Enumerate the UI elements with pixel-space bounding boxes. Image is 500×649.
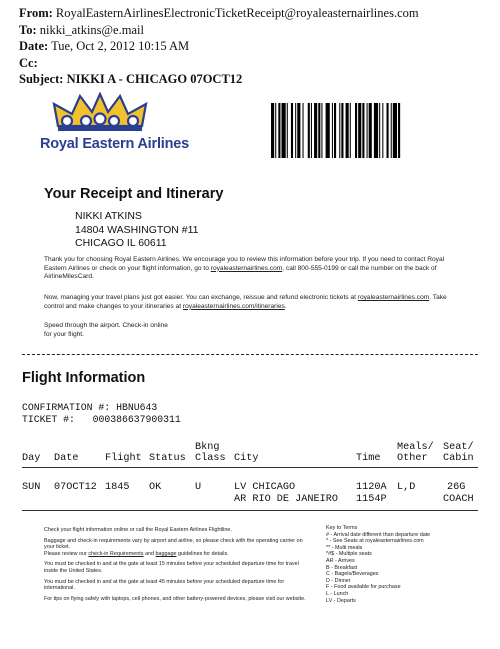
key-line: D - Dinner (326, 577, 351, 584)
from-row (19, 5, 419, 22)
key-line: * - See Seats at royaleasternairlines.com (326, 538, 424, 545)
from-label: From: (19, 6, 53, 20)
cell-class: U (195, 482, 202, 493)
cell-flight: 1845 (105, 482, 130, 493)
crown-icon (50, 92, 150, 132)
note-domestic: You must be checked in and at the gate at least 15 minutes before your scheduled departure time for travel inside the United States. (44, 561, 299, 574)
cell-day: SUN (22, 482, 41, 493)
note-baggage: Baggage and check-in requirements vary by airport and airline, so please check with the operating carrier on your ticket. Please review our check-in Requirements and baggage guidelines for details. (44, 537, 303, 557)
key-line: AR - Arrives (326, 557, 355, 564)
address-line: 14804 WASHINGTON #11 (75, 223, 199, 236)
receipt-title: Your Receipt and Itinerary (44, 186, 224, 202)
header-meals: Meals/ (397, 442, 434, 453)
cell-city-depart: LV CHICAGO (234, 482, 296, 493)
flight-info-title: Flight Information (22, 370, 146, 386)
header-flight: Flight (105, 453, 142, 464)
key-line: LV - Departs (326, 597, 356, 604)
address-line: CHICAGO IL 60611 (75, 237, 167, 249)
from-value[interactable]: RoyalEasternAirlinesElectronicTicketReceipt@royaleasternairlines.com (55, 6, 419, 20)
cell-time-depart: 1120A (356, 482, 387, 493)
cc-label: Cc: (19, 55, 38, 70)
manage-paragraph: Now, managing your travel plans just got easier. You can exchange, reissue and refund electronic tickets at royaleasternairlines.com. Take control and make changes to your itineraries at royaleasternairlines.com/itineraries. (44, 294, 447, 310)
email-header (19, 5, 419, 88)
airline-name: Royal Eastern Airlines (40, 136, 189, 152)
header-other: Other (397, 453, 428, 464)
header-cabin: Cabin (443, 453, 474, 464)
date-row (19, 38, 419, 55)
key-line: *#$ - Multiple seats (326, 551, 372, 558)
confirmation-number: CONFIRMATION #: HBNU643 (22, 402, 158, 413)
airline-logo (40, 92, 190, 162)
checkin-paragraph: Speed through the airport. Check-in online for your flight. (44, 322, 168, 338)
header-seat: Seat/ (443, 442, 474, 453)
key-line: ** - Multi meals (326, 544, 363, 551)
header-bkng: Bkng (195, 442, 220, 453)
cell-status: OK (149, 482, 162, 493)
key-line: L - Lunch (326, 590, 349, 597)
table-rule (22, 467, 478, 468)
table-rule (22, 510, 478, 511)
note-devices: For tips on flying safely with laptops, cell phones, and other battery-powered devices, please visit our website. (44, 595, 306, 602)
date-label: Date: (19, 39, 49, 53)
cell-city-arrive: AR RIO DE JANEIRO (234, 494, 338, 505)
address-line: NIKKI ATKINS (75, 210, 142, 222)
website-link[interactable]: royaleasternairlines.com (210, 264, 283, 272)
header-class: Class (195, 453, 226, 464)
key-line: F - Food available for purchase (326, 584, 401, 591)
key-line: # - Arrival date different than departure date (326, 531, 431, 538)
note-flightline: Check your flight information online or call the Royal Eastern Airlines Flightline. (44, 527, 232, 533)
note-international: You must be checked in and at the gate at least 45 minutes before your scheduled departure time for international. (44, 578, 285, 592)
thank-you-paragraph: Thank you for choosing Royal Eastern Airlines. We encourage you to review this information before your trip. If you need to contact Royal Eastern Airlines or check on your flight information, go to royaleasternairlines.com, call 800-555-0199 or call the number on the back of AirlineMilesCard. (44, 256, 445, 281)
barcode (271, 103, 471, 158)
key-line: B - Breakfast (326, 564, 358, 571)
cell-seat: 26G (447, 482, 466, 493)
cell-cabin: COACH (443, 494, 474, 505)
checkin-requirements-link[interactable]: check-in Requirements (88, 550, 144, 557)
cell-time-arrive: 1154P (356, 494, 387, 505)
to-label: To: (19, 22, 37, 37)
ticket-number: TICKET #: 000386637900311 (22, 414, 181, 425)
website-link[interactable]: royaleasternairlines.com (357, 294, 430, 301)
key-to-terms (326, 525, 430, 604)
subject-label: Subject: (19, 72, 64, 86)
cell-meals: L,D (397, 482, 416, 493)
header-day: Day (22, 453, 41, 464)
date-value: Tue, Oct 2, 2012 10:15 AM (51, 39, 190, 53)
itineraries-link[interactable]: royaleasternairlines.com/itineraries (182, 302, 285, 310)
header-time: Time (356, 453, 381, 464)
to-value[interactable]: nikki_atkins@e.mail (39, 22, 144, 37)
mailing-address (75, 210, 199, 251)
subject-value: NIKKI A - CHICAGO 07OCT12 (66, 72, 243, 86)
header-status: Status (149, 453, 186, 464)
key-line: C - Bagels/Beverages (326, 571, 379, 578)
subject-row (19, 71, 419, 88)
section-divider (22, 354, 478, 355)
header-city: City (234, 453, 259, 464)
to-row (19, 22, 419, 39)
baggage-link[interactable]: baggage (155, 550, 177, 557)
header-date: Date (54, 453, 79, 464)
cell-date: 07OCT12 (54, 482, 97, 493)
key-line: Key to Terms (326, 525, 358, 531)
travel-notes (44, 527, 309, 606)
cc-row (19, 55, 419, 72)
